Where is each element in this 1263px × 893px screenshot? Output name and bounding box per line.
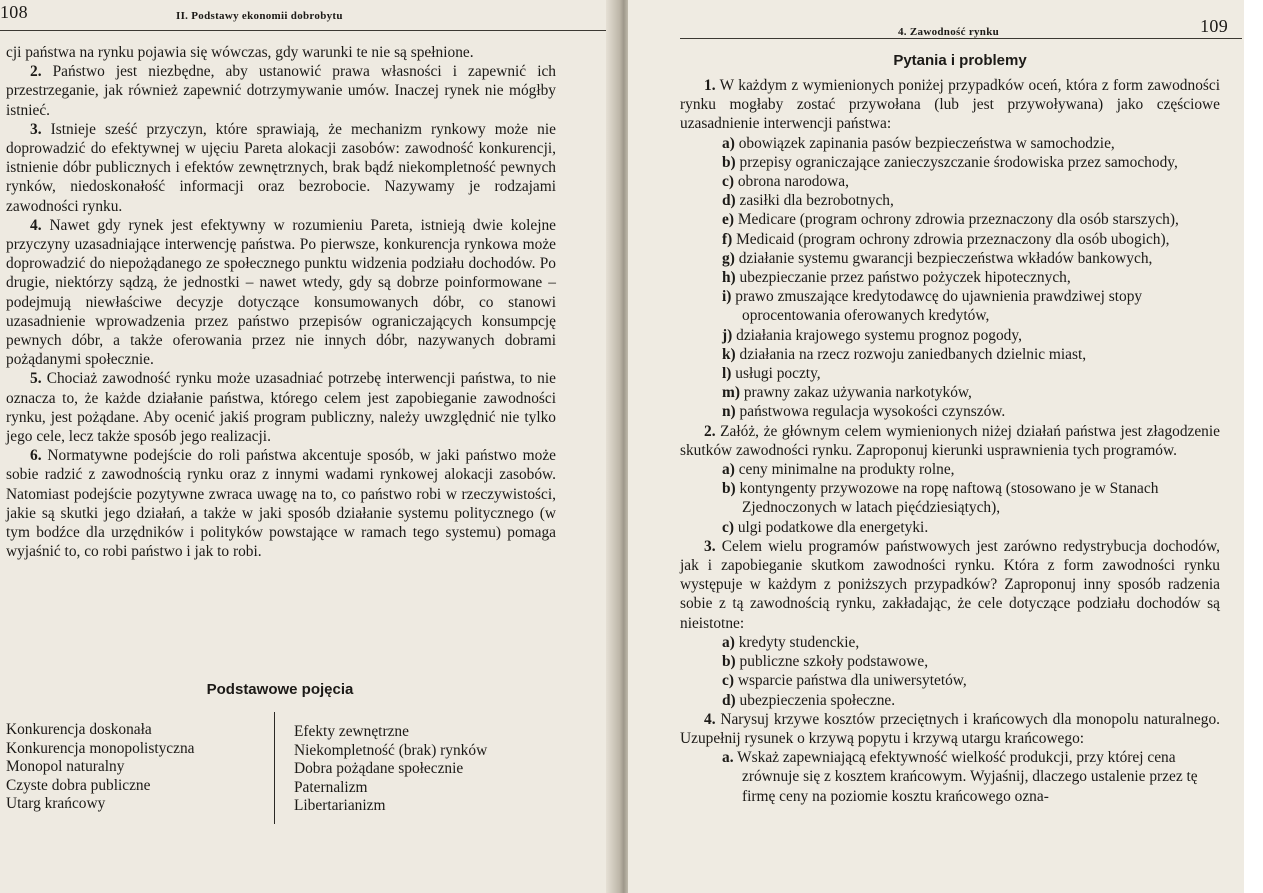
question-option: b) przepisy ograniczające zanieczyszczanie środowiska przez samochody, bbox=[722, 153, 1178, 171]
question-option: a) ceny minimalne na produkty rolne, bbox=[722, 461, 955, 479]
question-option: n) państwowa regulacja wysokości czynszów. bbox=[722, 403, 1006, 421]
question-option: j) działania krajowego systemu prognoz pogody, bbox=[722, 326, 1022, 344]
left-page-number: 108 bbox=[0, 2, 28, 22]
concept-item: Libertarianizm bbox=[294, 797, 386, 814]
question-option: c) obrona narodowa, bbox=[722, 173, 849, 191]
concepts-divider bbox=[274, 712, 275, 824]
right-body-text bbox=[680, 76, 1220, 806]
question-option: h) ubezpieczanie przez państwo pożyczek hipotecznych, bbox=[722, 269, 1071, 287]
paragraph: 3. Istnieje sześć przyczyn, które sprawiają, że mechanizm rynkowy może nie doprowadzić do efektywnej w ujęciu Pareta alokacji zasobów: zawodność konkurencji, istnienie dóbr publicznych i efektów zewnętrznych, brak bądź niekompletność pewnych rynków, niedoskonałość informacji oraz bezrobocie. Nazywamy je rodzajami zawodności rynku. bbox=[6, 120, 556, 215]
paragraph: 2. Państwo jest niezbędne, aby ustanowić prawa własności i zapewnić ich przestrzeganie, jak również zapewnić dotrzymywanie umów. Inaczej rynek nie mógłby istnieć. bbox=[6, 63, 556, 119]
left-header-rule bbox=[0, 30, 606, 31]
concept-item: Monopol naturalny bbox=[6, 758, 125, 775]
concepts-column-1 bbox=[6, 721, 266, 814]
question-option: c) wsparcie państwa dla uniwersytetów, bbox=[722, 672, 967, 690]
left-header-title: II. Podstawy ekonomii dobrobytu bbox=[176, 10, 343, 22]
question-option: k) działania na rzecz rozwoju zaniedbanych dzielnic miast, bbox=[722, 345, 1087, 363]
paragraph: cji państwa na rynku pojawia się wówczas, gdy warunki te nie są spełnione. bbox=[6, 44, 474, 61]
paragraph: 6. Normatywne podejście do roli państwa akcentuje sposób, w jaki państwo może sobie radzić z zawodnością rynku oraz z innymi wadami rynkowej alokacji zasobów. Natomiast podejście pozytywne zwraca uwagę na to, co państwo robi w rzeczywistości, jakie są skutki jego działań, a także w jaki sposób działanie systemu politycznego (w tym bodźce dla urzędników i polityków powstające w ramach tego systemu) pomaga wyjaśnić to, co robi państwo i jak to robi. bbox=[6, 447, 556, 561]
question-option: e) Medicare (program ochrony zdrowia przeznaczony dla osób starszych), bbox=[722, 211, 1179, 229]
left-body-text bbox=[6, 43, 556, 561]
right-page-number: 109 bbox=[1200, 16, 1228, 36]
question-option: d) zasiłki dla bezrobotnych, bbox=[722, 192, 894, 210]
left-running-header bbox=[0, 2, 606, 32]
paragraph: 4. Nawet gdy rynek jest efektywny w rozumieniu Pareta, istnieją dwie kolejne przyczyny uzasadniające interwencję państwa. Po pierwsze, konkurencja rynkowa może doprowadzić do niepożądanego ze społecznego punktu widzenia podziału dochodów. Po drugie, niektórzy sądzą, że jednostki – nawet wtedy, gdy są dobrze poinformowane – podejmują niewłaściwe decyzje dotyczące konsumowanych dóbr, co stanowi uzasadnienie wprowadzenia przez państwo przepisów ograniczających konsumpcję pewnych dóbr, a także oferowania przez nie innych dóbr, nazywanych dobrami pożądanymi społecznie. bbox=[6, 216, 557, 369]
right-header-rule bbox=[680, 38, 1242, 39]
left-page bbox=[0, 0, 620, 893]
concept-item: Paternalizm bbox=[294, 778, 368, 796]
right-header-title: 4. Zawodność rynku bbox=[898, 26, 1000, 38]
question-option: c) ulgi podatkowe dla energetyki. bbox=[722, 518, 929, 536]
concept-item: Efekty zewnętrzne bbox=[294, 723, 409, 740]
concepts-column-2 bbox=[294, 723, 574, 816]
concepts-title: Podstawowe pojęcia bbox=[206, 681, 354, 698]
question-option: b) kontyngenty przywozowe na ropę naftową (stosowano je w Stanach Zjednoczonych w latach pięćdziesiątych), bbox=[722, 480, 1159, 517]
concept-item: Konkurencja monopolistyczna bbox=[6, 739, 195, 757]
concept-item: Czyste dobra publiczne bbox=[6, 776, 151, 794]
question: 1. W każdym z wymienionych poniżej przypadków oceń, która z form zawodności rynku mogłaby zostać przywołana (lub jest przywoływana) jako częściowe uzasadnienie interwencji państwa: bbox=[680, 77, 1220, 133]
question: 2. Załóż, że głównym celem wymienionych niżej działań państwa jest złagodzenie skutków zawodności rynku. Zaproponuj kierunki usprawnienia tych programów. bbox=[680, 422, 1220, 459]
question-option: i) prawo zmuszające kredytodawcę do ujawnienia prawdziwej stopy oprocentowania oferowanych kredytów, bbox=[722, 288, 1143, 325]
section-title: Pytania i problemy bbox=[893, 52, 1027, 69]
question-option: l) usługi poczty, bbox=[722, 365, 821, 383]
question-option: a) kredyty studenckie, bbox=[722, 633, 860, 651]
question-option: b) publiczne szkoły podstawowe, bbox=[722, 653, 929, 671]
question: 4. Narysuj krzywe kosztów przeciętnych i krańcowych dla monopolu naturalnego. Uzupełnij rysunek o krzywą popytu i krzywą utargu krańcowego: bbox=[680, 710, 1220, 747]
question-option: a. Wskaż zapewniającą efektywność wielkość produkcji, przy której cena zrównuje się z kosztem krańcowym. Wyjaśnij, dlaczego ustalenie przez tę firmę ceny na poziomie kosztu krańcowego ozna- bbox=[722, 749, 1198, 805]
question-option: a) obowiązek zapinania pasów bezpieczeństwa w samochodzie, bbox=[722, 134, 1115, 152]
concept-item: Niekompletność (brak) rynków bbox=[294, 741, 488, 759]
question-option: f) Medicaid (program ochrony zdrowia przeznaczony dla osób ubogich), bbox=[722, 230, 1170, 248]
concept-item: Konkurencja doskonała bbox=[6, 721, 152, 738]
question-option: d) ubezpieczenia społeczne. bbox=[722, 691, 896, 709]
concept-item: Dobra pożądane społecznie bbox=[294, 760, 464, 777]
right-running-header bbox=[628, 6, 1228, 38]
question: 3. Celem wielu programów państwowych jest zarówno redystrybucja dochodów, jak i zapobieganie skutkom zawodności rynku. Która z form zawodności rynku występuje w każdym z poniższych przypadków? Zaproponuj inny sposób radzenia sobie z tą zawodnością rynku, zakładając, że cele dotyczące podziału dochodów są nieistotne: bbox=[680, 537, 1220, 632]
right-page bbox=[628, 0, 1244, 893]
question-option: m) prawny zakaz używania narkotyków, bbox=[722, 384, 972, 402]
paragraph: 5. Chociaż zawodność rynku może uzasadniać potrzebę interwencji państwa, to nie oznacza to, że każde działanie państwa, którego celem jest zapobieganie zawodności rynku, jest pożądane. Aby ocenić jakiś program publiczny, należy uwzględnić nie tylko jego cele, lecz także sposób jego realizacji. bbox=[6, 370, 556, 446]
question-option: g) działanie systemu gwarancji bezpieczeństwa wkładów bankowych, bbox=[722, 249, 1153, 267]
concept-item: Utarg krańcowy bbox=[6, 795, 106, 812]
